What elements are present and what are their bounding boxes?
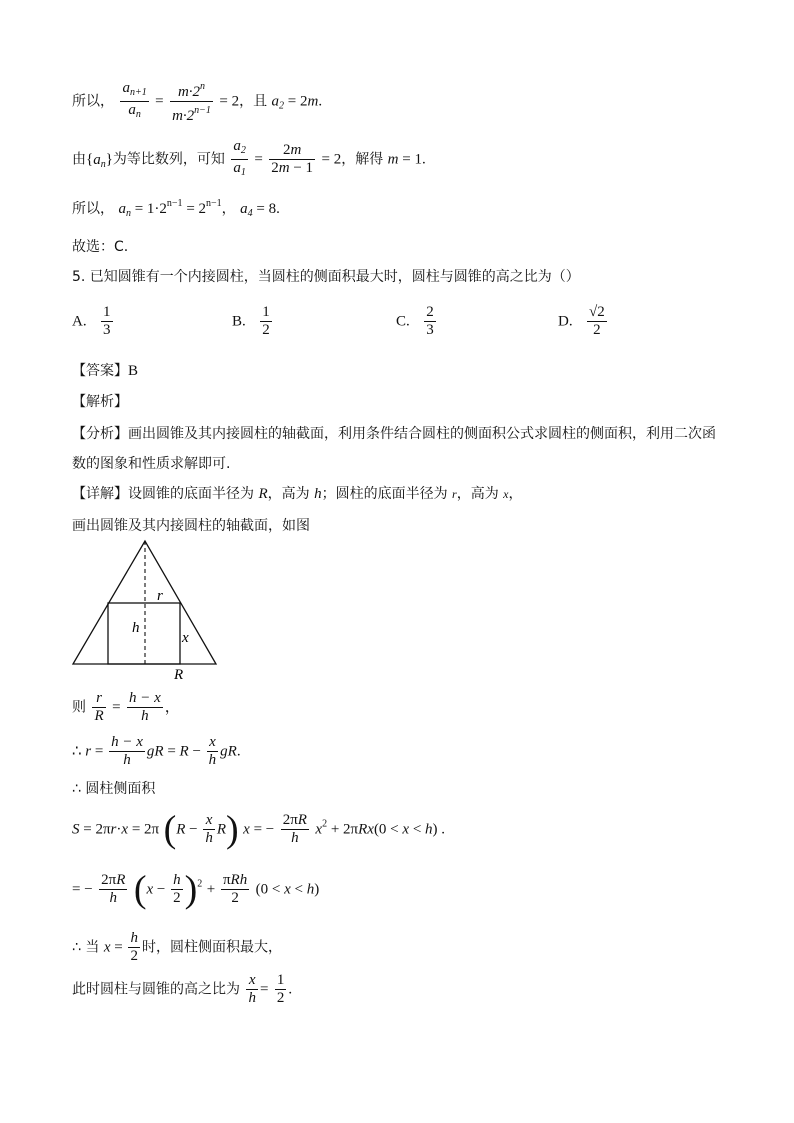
text-prefix: 由	[72, 151, 86, 168]
fenxi-line-1: 【分析】画出圆锥及其内接圆柱的轴截面，利用条件结合圆柱的侧面积公式求圆柱的侧面积，利用二次函	[72, 426, 716, 442]
xiangjie-line: 【详解】设圆锥的底面半径为 R，高为 h；圆柱的底面半径为 r，高为 x，	[72, 486, 523, 502]
frac-1-over-2: $\frac{1}{2}$	[276, 972, 285, 1006]
power-fraction: $\frac{m\cdot 2^n}{m\cdot 2^{n-1}}$	[170, 78, 213, 125]
option-b	[232, 304, 274, 339]
text-d: ，高为	[456, 486, 499, 502]
fenxi-line-2: 数的图象和性质求解即可.	[72, 456, 231, 472]
denominator: 2	[593, 322, 601, 338]
draw-instruction: 画出圆锥及其内接圆柱的轴截面，如图	[72, 518, 310, 534]
frac-x-over-h: $\frac{x}{h}$	[248, 972, 256, 1006]
option-d	[558, 304, 609, 339]
text-c: ；圆柱的底面半径为	[321, 486, 448, 502]
general-term-line: 所以， $a_n = 1\cdot 2^{n-1} = 2^{n-1}$， $a_4 = 8$.	[72, 198, 280, 219]
text-b: ，高为	[267, 486, 310, 502]
text-prefix: 所以，	[72, 93, 114, 110]
ratio-line: 所以， $\frac{a_{n+1}}{a_n}$ = $\frac{m\cdot 2^n}{m\cdot 2^{n-1}}$ = 2，且 $a_2 = 2m$.	[72, 80, 323, 124]
frac-1: $\frac{h - x}{h}$	[111, 734, 143, 768]
label-x: x	[182, 630, 189, 646]
text-when-suffix: 时，圆柱侧面积最大，	[141, 939, 282, 956]
choice-line: 故选：C.	[72, 239, 129, 255]
answer-tag: 【答案】	[72, 363, 128, 379]
similarity-line: 则 $\frac{r}{R}$ = $\frac{h - x}{h}$ ，	[72, 690, 180, 724]
denominator: 3	[103, 322, 111, 338]
option-fraction	[101, 304, 113, 339]
r-over-R: $\frac{r}{R}$	[94, 690, 104, 724]
completed-square-line: = − $\frac{2\pi R}{h}$ (x − $\frac{h}{2}$ )$^2$ + $\frac{\text{πRh}}{2}$ (0 < x < h)	[72, 868, 320, 911]
option-letter: B.	[232, 313, 246, 330]
answer-line	[72, 360, 138, 380]
final-ratio-line: 此时圆柱与圆锥的高之比为 $\frac{x}{h}$ = $\frac{1}{2}$ .	[72, 972, 293, 1006]
answer-value: B	[128, 363, 139, 379]
denominator: 3	[426, 322, 434, 338]
numerator: 2	[426, 304, 434, 320]
denominator: 2	[262, 322, 270, 338]
text-suffix: ，且	[239, 93, 268, 110]
text-ratio: 此时圆柱与圆锥的高之比为	[72, 981, 240, 998]
analysis-tag: 【解析】	[72, 394, 128, 410]
option-a	[72, 304, 115, 339]
cylinder-outline	[108, 603, 180, 664]
area-label: ∴ 圆柱侧面积	[72, 781, 156, 797]
option-c	[396, 304, 438, 339]
m-fraction: $\frac{2m}{2m - 1}$	[271, 142, 314, 176]
frac-2piR-h-2: $\frac{2\pi R}{h}$	[101, 872, 126, 906]
hx-over-h: $\frac{h - x}{h}$	[129, 690, 161, 724]
label-h: h	[132, 620, 140, 636]
r-expression-line: ∴ r = $\frac{h - x}{h}$ gR = R − $\frac{x}{h}$ gR.	[72, 734, 241, 768]
text-e: ，	[508, 486, 523, 502]
option-fraction	[587, 304, 607, 339]
option-letter: C.	[396, 313, 410, 330]
text-when: ∴ 当	[72, 939, 100, 956]
cone-cylinder-diagram	[68, 536, 228, 684]
label-r: r	[157, 588, 163, 604]
frac-2piR-h: $\frac{2\pi R}{h}$	[282, 812, 307, 846]
option-letter: A.	[72, 313, 87, 330]
numerator: 1	[262, 304, 270, 320]
frac-piRh-2: $\frac{\text{πRh}}{2}$	[222, 872, 248, 906]
text-mid: 为等比数列，可知	[112, 151, 225, 168]
text-prefix: 所以，	[72, 201, 114, 217]
frac-h-2: $\frac{h}{2}$	[173, 872, 181, 906]
numerator: 1	[103, 304, 111, 320]
option-fraction	[260, 304, 272, 339]
text-then: 则	[72, 699, 86, 716]
area-formula-line: S = 2πr·x = 2π (R − $\frac{x}{h}$ R) x = − $\frac{2\pi R}{h}$ $x^2 + 2\pi Rx(0 < x < h)$ .	[72, 808, 446, 851]
ratio-fraction: $\frac{a_{n+1}}{a_n}$	[122, 80, 147, 120]
a2-a1-fraction: $\frac{a_2}{a_1}$	[233, 138, 246, 178]
geometric-line: 由$\{a_n\}$为等比数列，可知 $\frac{a_2}{a_1}$ = $\frac{2m}{2m - 1}$ = 2，解得 m = 1.	[72, 138, 426, 181]
max-condition-line: ∴ 当 x = $\frac{h}{2}$ 时，圆柱侧面积最大，	[72, 930, 282, 964]
option-letter: D.	[558, 313, 573, 330]
frac-h-over-2: $\frac{h}{2}$	[130, 930, 138, 964]
label-R: R	[174, 667, 184, 683]
frac-2: $\frac{x}{h}$	[208, 734, 217, 768]
question-5: 5. 已知圆锥有一个内接圆柱，当圆柱的侧面积最大时，圆柱与圆锥的高之比为（）	[72, 269, 580, 285]
numerator: √2	[589, 304, 605, 320]
text-a: 【详解】设圆锥的底面半径为	[72, 486, 254, 502]
frac-x-h: $\frac{x}{h}$	[205, 812, 213, 846]
option-fraction	[424, 304, 436, 339]
text-suffix: ，解得	[341, 151, 384, 168]
